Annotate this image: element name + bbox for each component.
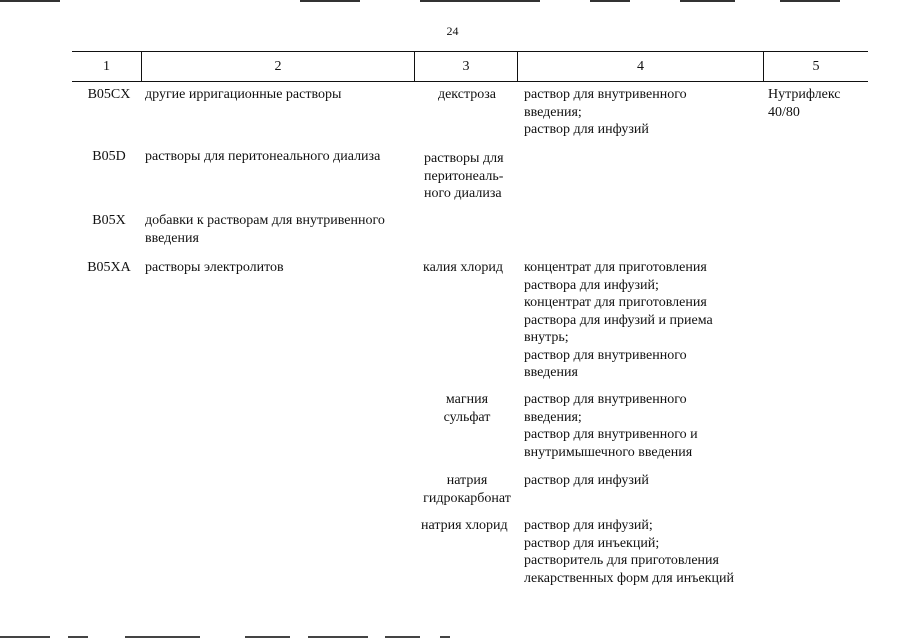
row-inn xyxy=(423,259,523,277)
row-dosage-forms xyxy=(524,517,764,587)
text-line: сульфат xyxy=(443,409,491,425)
scan-edge-top xyxy=(420,0,540,2)
text-line: введения; xyxy=(524,409,582,425)
row-code: B05CX xyxy=(87,87,131,102)
scan-edge-bottom xyxy=(440,636,450,638)
row-inn xyxy=(417,391,517,426)
page-number: 24 xyxy=(446,24,459,38)
text-line: внутримышечного введения xyxy=(524,444,693,460)
text-line: концентрат для приготовления xyxy=(524,260,707,275)
scan-edge-bottom xyxy=(245,636,290,638)
text-line: натрия xyxy=(446,473,488,488)
text-line: раствор для внутривенного xyxy=(524,347,687,363)
column-header-4: 4 xyxy=(637,59,644,74)
row-name xyxy=(145,148,415,166)
text-line: калия хлорид xyxy=(423,260,503,275)
scan-edge-top xyxy=(0,0,60,2)
text-line: раствора для инфузий; xyxy=(524,277,659,293)
scan-edge-bottom xyxy=(68,636,88,638)
row-dosage-forms xyxy=(524,391,764,461)
row-name xyxy=(145,212,415,247)
row-name xyxy=(145,259,415,277)
scan-edge-top xyxy=(590,0,630,2)
row-code: B05X xyxy=(92,213,126,228)
text-line: введения; xyxy=(524,104,582,120)
text-line: растворитель для приготовления xyxy=(524,553,719,568)
table-header xyxy=(72,51,868,82)
text-line: другие ирригационные растворы xyxy=(145,87,342,102)
text-line: растворы электролитов xyxy=(145,260,284,275)
text-line: добавки к растворам для внутривенного xyxy=(145,213,385,228)
text-line: лекарственных форм для инъекций xyxy=(524,570,734,586)
column-header-2: 2 xyxy=(274,59,282,74)
text-line: введения xyxy=(524,365,578,380)
text-line: магния xyxy=(445,392,489,407)
column-header-5: 5 xyxy=(812,59,820,74)
text-line: раствор для инфузий xyxy=(524,473,649,488)
scan-edge-top xyxy=(680,0,735,2)
text-line: растворы для перитонеального диализа xyxy=(145,149,381,164)
text-line: введения xyxy=(145,230,199,246)
text-line: внутрь; xyxy=(524,330,569,345)
row-dosage-forms xyxy=(524,86,764,139)
row-trade-name xyxy=(768,86,868,121)
scan-edge-bottom xyxy=(125,636,200,638)
row-dosage-forms xyxy=(524,472,764,490)
text-line: гидрокарбонат xyxy=(423,490,511,506)
text-line: раствор для внутривенного xyxy=(524,392,687,407)
scan-edge-bottom xyxy=(385,636,420,638)
text-line: 40/80 xyxy=(768,104,800,120)
text-line: раствор для инфузий; xyxy=(524,518,653,533)
column-header-3: 3 xyxy=(462,59,470,74)
text-line: раствор для инъекций; xyxy=(524,535,660,551)
scan-edge-top xyxy=(780,0,840,2)
scan-edge-top xyxy=(300,0,360,2)
column-header-1: 1 xyxy=(103,59,110,74)
row-code: B05XA xyxy=(87,260,131,275)
row-name xyxy=(145,86,415,104)
scan-edge-bottom xyxy=(308,636,368,638)
row-inn xyxy=(417,472,517,507)
scan-edge-bottom xyxy=(0,636,50,638)
text-line: растворы для xyxy=(424,151,504,166)
row-code: B05D xyxy=(92,149,126,164)
text-line: раствор для инфузий xyxy=(524,122,649,137)
text-line: декстроза xyxy=(437,87,497,102)
text-line: раствора для инфузий и приема xyxy=(524,312,713,328)
row-inn xyxy=(417,86,517,104)
row-inn xyxy=(424,150,524,203)
text-line: натрия хлорид xyxy=(421,518,508,533)
text-line: Нутрифлекс xyxy=(768,87,841,102)
text-line: перитонеаль- xyxy=(424,168,504,184)
text-line: раствор для внутривенного xyxy=(524,87,687,102)
row-dosage-forms xyxy=(524,259,764,382)
text-line: концентрат для приготовления xyxy=(524,295,707,310)
row-inn xyxy=(421,517,521,535)
text-line: ного диализа xyxy=(424,186,502,201)
text-line: раствор для внутривенного и xyxy=(524,427,698,442)
